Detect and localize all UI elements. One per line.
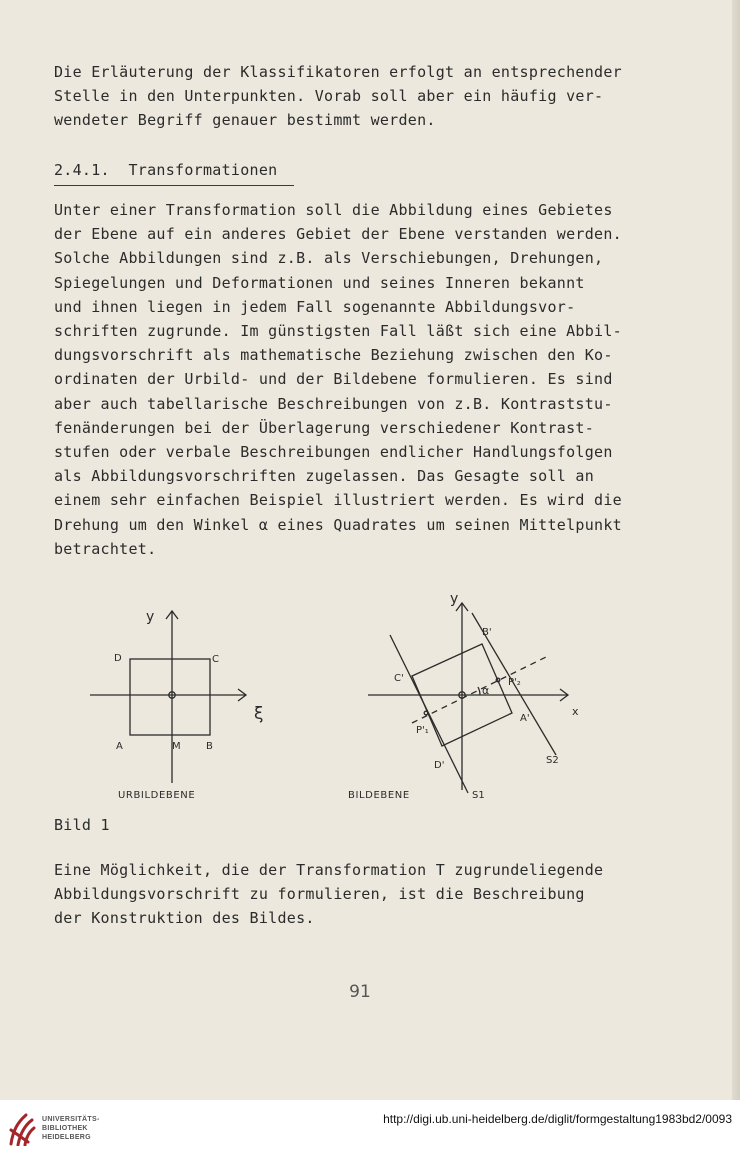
line-s1-label: S1 xyxy=(472,790,485,801)
line-s1 xyxy=(390,635,468,793)
urbild-diagram xyxy=(90,611,246,783)
outro-paragraph: Eine Möglichkeit, die der Transformation T zugrundeliegende Abbildungsvorschrift zu formulieren, ist die Beschreibung der Konstruktion des Bildes. xyxy=(54,861,604,928)
angle-arc xyxy=(478,687,480,695)
library-logo-icon xyxy=(8,1112,36,1146)
corner-c-prime-label: C' xyxy=(394,673,404,684)
corner-a-prime-label: A' xyxy=(520,713,530,724)
footer-bar xyxy=(0,1100,740,1158)
corner-b-label: B xyxy=(206,741,213,752)
left-x-label: ξ xyxy=(254,704,264,724)
bild-diagram xyxy=(368,603,568,793)
corner-b-prime-label: B' xyxy=(482,627,492,638)
urbild-caption: URBILDEBENE xyxy=(118,790,196,801)
intro-paragraph: Die Erläuterung der Klassifikatoren erfolgt an entsprechender Stelle in den Unterpunkten. Vorab soll aber ein häufig ver- wendeter Begriff genauer bestimmt werden. xyxy=(54,63,622,130)
bild-caption: BILDEBENE xyxy=(348,790,410,801)
point-p2-label: P'₂ xyxy=(508,677,521,688)
footer-url-link[interactable]: http://digi.ub.uni-heidelberg.de/diglit/formgestaltung1983bd2/0093 xyxy=(383,1112,732,1126)
corner-d-label: D xyxy=(114,653,122,664)
library-name-text: UNIVERSITÄTS- BIBLIOTHEK HEIDELBERG xyxy=(42,1116,100,1141)
page-number: 91 xyxy=(349,982,371,1002)
point-p1-label: P'₁ xyxy=(416,725,429,736)
left-y-label: y xyxy=(146,609,155,625)
library-name xyxy=(42,1115,100,1142)
figure-bild-1 xyxy=(70,585,630,815)
right-x-label: x xyxy=(572,705,579,718)
body-paragraph: Unter einer Transformation soll die Abbildung eines Gebietes der Ebene auf ein anderes Gebiet der Ebene verstanden werden. Solche Abbildungen sind z.B. als Verschiebungen, Drehungen, Spiegelungen und Deformationen und seines Inneren bekannt und ihnen liegen in jedem Fall sogenannte Abbildungsvor- schriften zugrunde. Im günstigsten Fall läßt sich eine Abbil- dungsvorschrift als mathematische Beziehung zwischen den Ko- ordinaten der Urbild- und der Bildebene formulieren. Es sind aber auch tabellarische Beschreibungen von z.B. Kontraststu- fenänderungen bei der Überlagerung verschiedener Kontrast- stufen oder verbale Beschreibungen endlicher Handlungsfolgen als Abbildungsvorschriften zugelassen. Das Gesagte soll an einem sehr einfachen Beispiel illustriert werden. Es wird die Drehung um den Winkel α eines Quadrates um seinen Mittelpunkt betrachtet. xyxy=(54,201,622,558)
angle-alpha-label: α xyxy=(482,684,490,697)
figure-caption: Bild 1 xyxy=(54,816,110,834)
heading-underline xyxy=(54,185,294,186)
corner-a-label: A xyxy=(116,741,123,752)
section-heading: 2.4.1. Transformationen xyxy=(54,161,278,179)
point-p1 xyxy=(424,711,428,715)
center-m-label: M xyxy=(172,741,181,752)
line-s2-label: S2 xyxy=(546,755,559,766)
corner-d-prime-label: D' xyxy=(434,760,445,771)
corner-c-label: C xyxy=(212,654,219,665)
page-edge xyxy=(732,0,740,1100)
right-y-label: y xyxy=(450,591,459,607)
